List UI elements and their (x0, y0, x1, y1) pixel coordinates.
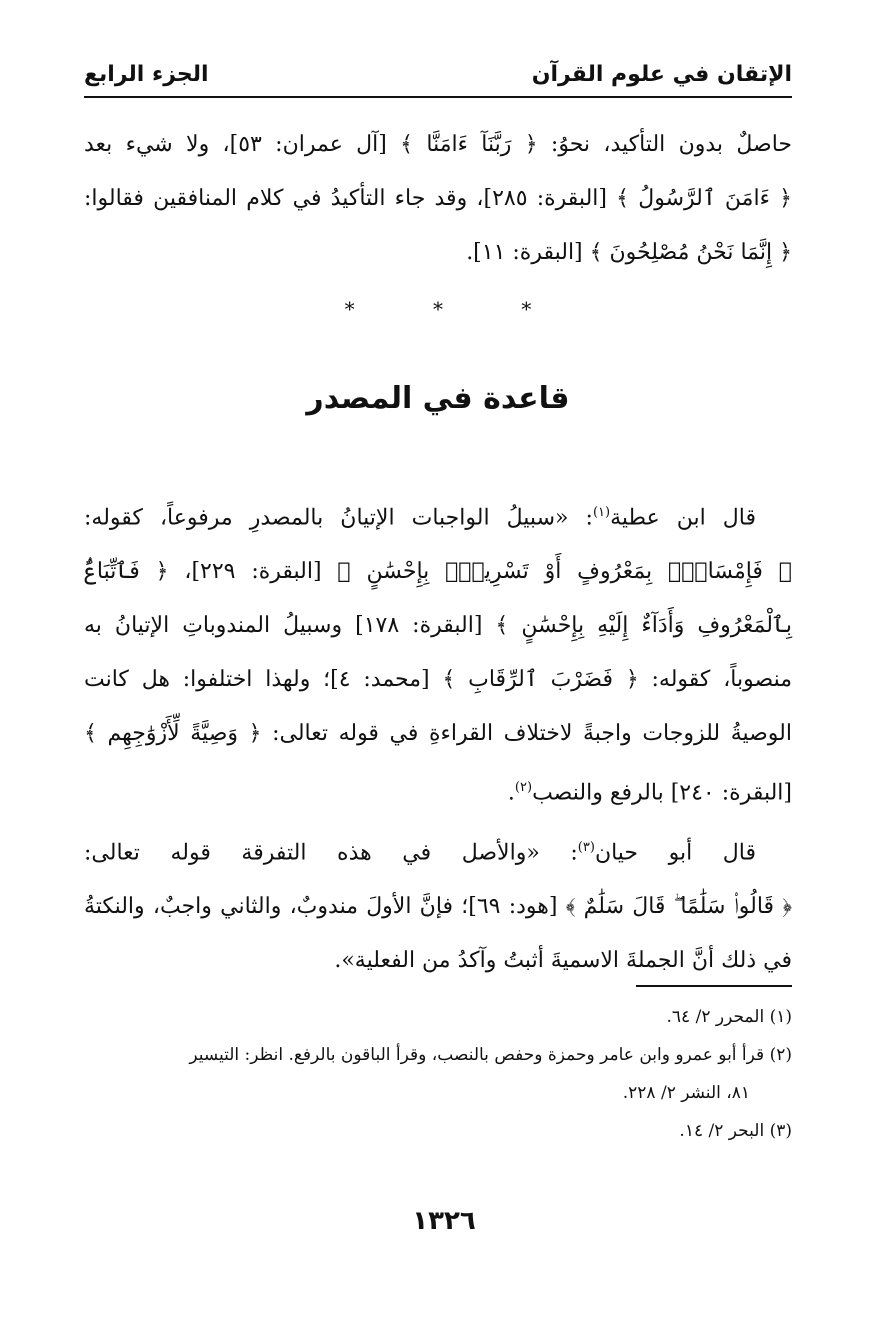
main-text (84, 118, 792, 988)
footnote-ref[interactable]: (١) (592, 505, 611, 520)
volume-label: الجزء الرابع (84, 61, 209, 87)
footnote-divider (636, 985, 792, 987)
paragraph-abu-hayyan (84, 821, 792, 988)
quran-quote: ﴿ فَإِمْسَاكٌۢ بِمَعْرُوفٍ أَوْ تَسْرِيحٌۢ بِإِحْسَٰنٍ ﴾ (337, 559, 792, 585)
text-run: : «والأصل في هذه التفرقة قوله تعالى: (84, 839, 578, 865)
footnote (84, 1036, 792, 1074)
paragraph-ibn-atiyya (84, 486, 792, 821)
quran-quote: ﴿ فَٱتِّبَاعٌۢ بِٱلْمَعْرُوفِ وَأَدَآءٌ إِلَيْهِ بِإِحْسَٰنٍ ﴾ (84, 559, 792, 639)
quran-quote: ﴿ فَضَرْبَ ٱلرِّقَابِ ﴾ (442, 667, 639, 693)
text-run: [محمد: ٤]؛ ولهذا اختلفوا: هل كانت الوصيةُ للزوجات واجبةً لاختلاف القراءةِ في قوله تعالى: (84, 667, 792, 747)
quran-quote: ﴿ وَصِيَّةً لِّأَزْوَٰجِهِم ﴾ (84, 721, 262, 747)
quran-quote: ﴿ قَالُوا۟ سَلَٰمًا ۖ قَالَ سَلَٰمٌ ﴾ (565, 893, 792, 919)
text-run: . (507, 780, 515, 806)
footnote (84, 1112, 792, 1150)
section-separator: * * * (344, 297, 568, 321)
text-run: : «سبيلُ الواجبات الإتيانُ بالمصدرِ مرفوعاً، كقوله: (84, 505, 593, 531)
footnote-text: المحرر ٢/ ٦٤. (666, 1007, 765, 1027)
footnote-continuation: ٨١، النشر ٢/ ٢٢٨. (622, 1083, 750, 1103)
quran-quote: ﴿ ءَامَنَ ٱلرَّسُولُ ﴾ (616, 186, 793, 211)
quran-quote: ﴿ رَبَّنَآ ءَامَنَّا ﴾ (400, 132, 538, 157)
footnotes (84, 998, 792, 1150)
quran-quote: ﴿ إِنَّمَا نَحْنُ مُصْلِحُونَ ﴾ (589, 240, 792, 265)
footnote-marker: (٣) (769, 1121, 792, 1141)
footnote-marker: (٢) (769, 1045, 792, 1065)
footnote-text: البحر ٢/ ١٤. (679, 1121, 765, 1141)
text-run: [البقرة: ٢٤٠] بالرفع والنصب (532, 780, 792, 806)
footnote (84, 998, 792, 1036)
text-run: [هود: ٦٩]؛ فإنَّ الأولَ مندوبٌ، والثاني واجبٌ، والنكتةُ في ذلك أنَّ الجملةَ الاسميةَ أثبتُ وآكدُ من الفعلية». (84, 893, 792, 973)
running-header (84, 52, 792, 98)
footnote-text: قرأ أبو عمرو وابن عامر وحمزة وحفص بالنصب، وقرأ الباقون بالرفع. انظر: التيسير (189, 1045, 765, 1065)
intro-paragraph (84, 118, 792, 280)
text-run: [البقرة: ١١]. (466, 240, 590, 265)
text-run: [البقرة: ١٧٨] وسبيلُ المندوباتِ الإتيانُ به منصوباً، كقوله: (84, 613, 792, 693)
text-run: حاصلٌ بدون التأكيد، نحوُ: (537, 132, 792, 157)
page-number: ١٣٢٦ (412, 1206, 476, 1236)
text-run: قال ابن عطية (610, 505, 757, 531)
text-run: [آل عمران: ٥٣]، ولا شيء بعد (84, 132, 401, 157)
footnote-marker: (١) (769, 1007, 792, 1027)
footnote-ref[interactable]: (٢) (514, 780, 533, 796)
text-run: [البقرة: ٢٢٩]، (168, 559, 338, 585)
section-title: قاعدة في المصدر (306, 381, 570, 416)
footnote-ref[interactable]: (٣) (577, 839, 595, 855)
book-title: الإتقان في علوم القرآن (531, 61, 792, 87)
text-run: قال أبو حيان (594, 839, 756, 865)
text-run: [البقرة: ٢٨٥]، وقد جاء التأكيدُ في كلام المنافقين فقالوا: (84, 186, 617, 211)
